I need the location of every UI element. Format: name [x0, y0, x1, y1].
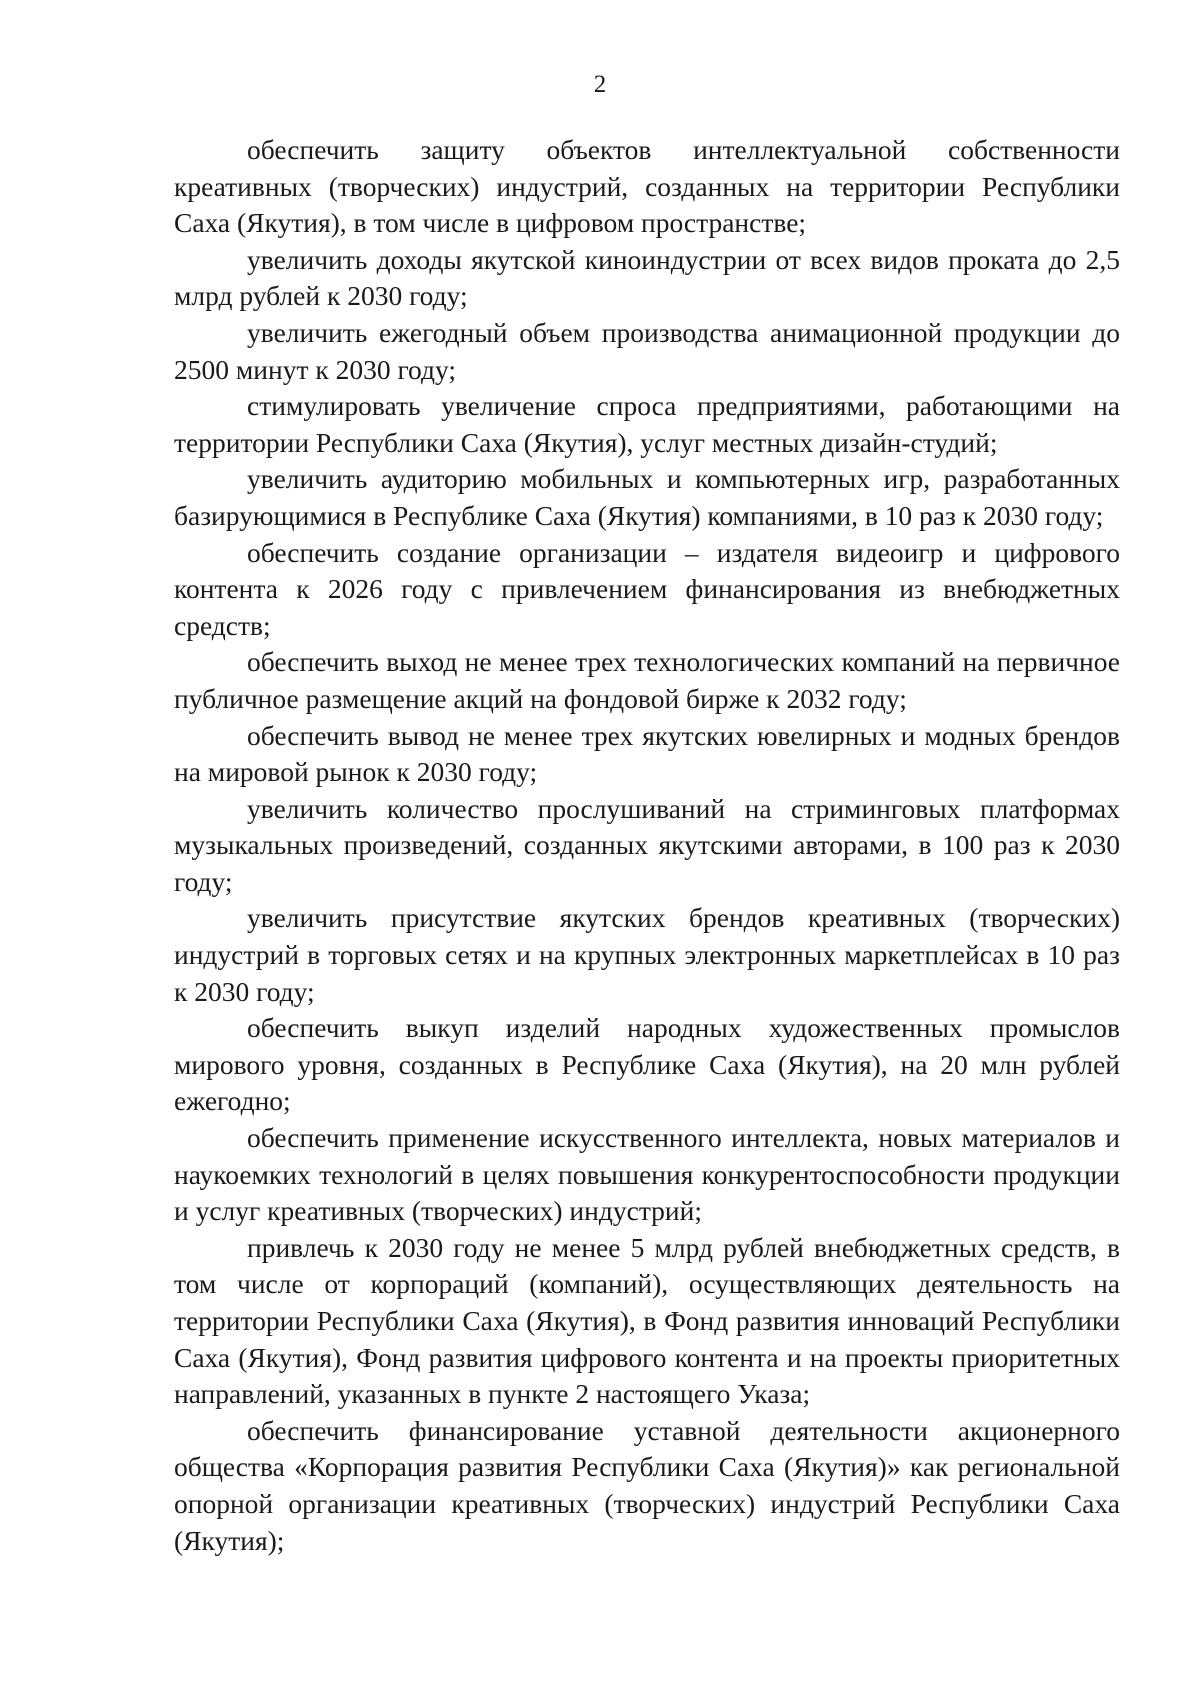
paragraph-corporation-financing: обеспечить финансирование уставной деятельности акционерного общества «Корпорация развития Республики Саха (Якутия)» как региональной опорной организации креативных (творческих) индустрий Республики Саха (Якутия);	[174, 1414, 1120, 1556]
paragraph-film-industry-income: увеличить доходы якутской киноиндустрии от всех видов проката до 2,5 млрд рублей к 2030 году;	[174, 243, 1120, 312]
paragraph-games-audience: увеличить аудиторию мобильных и компьютерных игр, разработанных базирующимися в Республике Саха (Якутия) компаниями, в 10 раз к 2030 году;	[174, 463, 1120, 531]
paragraph-folk-crafts-purchase: обеспечить выкуп изделий народных художественных промыслов мирового уровня, созданных в Республике Саха (Якутия), на 20 млн рублей ежегодно;	[174, 1012, 1120, 1117]
paragraph-extrabudgetary-funds: привлечь к 2030 году не менее 5 млрд рублей внебюджетных средств, в том числе от корпораций (компаний), осуществляющих деятельность на территории Республики Саха (Якутия), в Фонд развития инноваций Республики Саха (Якутия), Фонд развития цифрового контента и на проекты приоритетных направлений, указанных в пункте 2 настоящего Указа;	[174, 1231, 1120, 1410]
paragraph-ip-protection: обеспечить защиту объектов интеллектуальной собственности креативных (творческих) индустрий, созданных на территории Республики Саха (Якутия), в том числе в цифровом пространстве;	[174, 134, 1120, 239]
paragraph-ai-materials: обеспечить применение искусственного интеллекта, новых материалов и наукоемких технологий в целях повышения конкурентоспособности продукции и услуг креативных (творческих) индустрий;	[174, 1122, 1120, 1227]
paragraph-animation-production: увеличить ежегодный объем производства анимационной продукции до 2500 минут к 2030 году;	[174, 316, 1120, 385]
paragraph-jewelry-fashion-brands: обеспечить вывод не менее трех якутских ювелирных и модных брендов на мировой рынок к 2030 году;	[174, 719, 1120, 788]
paragraph-game-publisher: обеспечить создание организации – издателя видеоигр и цифрового контента к 2026 году с привлечением финансирования из внебюджетных средств;	[174, 536, 1120, 641]
paragraph-brands-marketplaces: увеличить присутствие якутских брендов креативных (творческих) индустрий в торговых сетях и на крупных электронных маркетплейсах в 10 раз к 2030 году;	[174, 902, 1120, 1007]
paragraph-tech-ipo: обеспечить выход не менее трех технологических компаний на первичное публичное размещение акций на фондовой бирже к 2032 году;	[174, 646, 1120, 714]
document-body	[174, 132, 1120, 1559]
page-number: 2	[593, 71, 607, 98]
paragraph-music-streaming: увеличить количество прослушиваний на стриминговых платформах музыкальных произведений, созданных якутскими авторами, в 100 раз к 2030 году;	[174, 792, 1120, 897]
paragraph-design-studios-demand: стимулировать увеличение спроса предприятиями, работающими на территории Республики Саха (Якутия), услуг местных дизайн-студий;	[174, 390, 1120, 458]
